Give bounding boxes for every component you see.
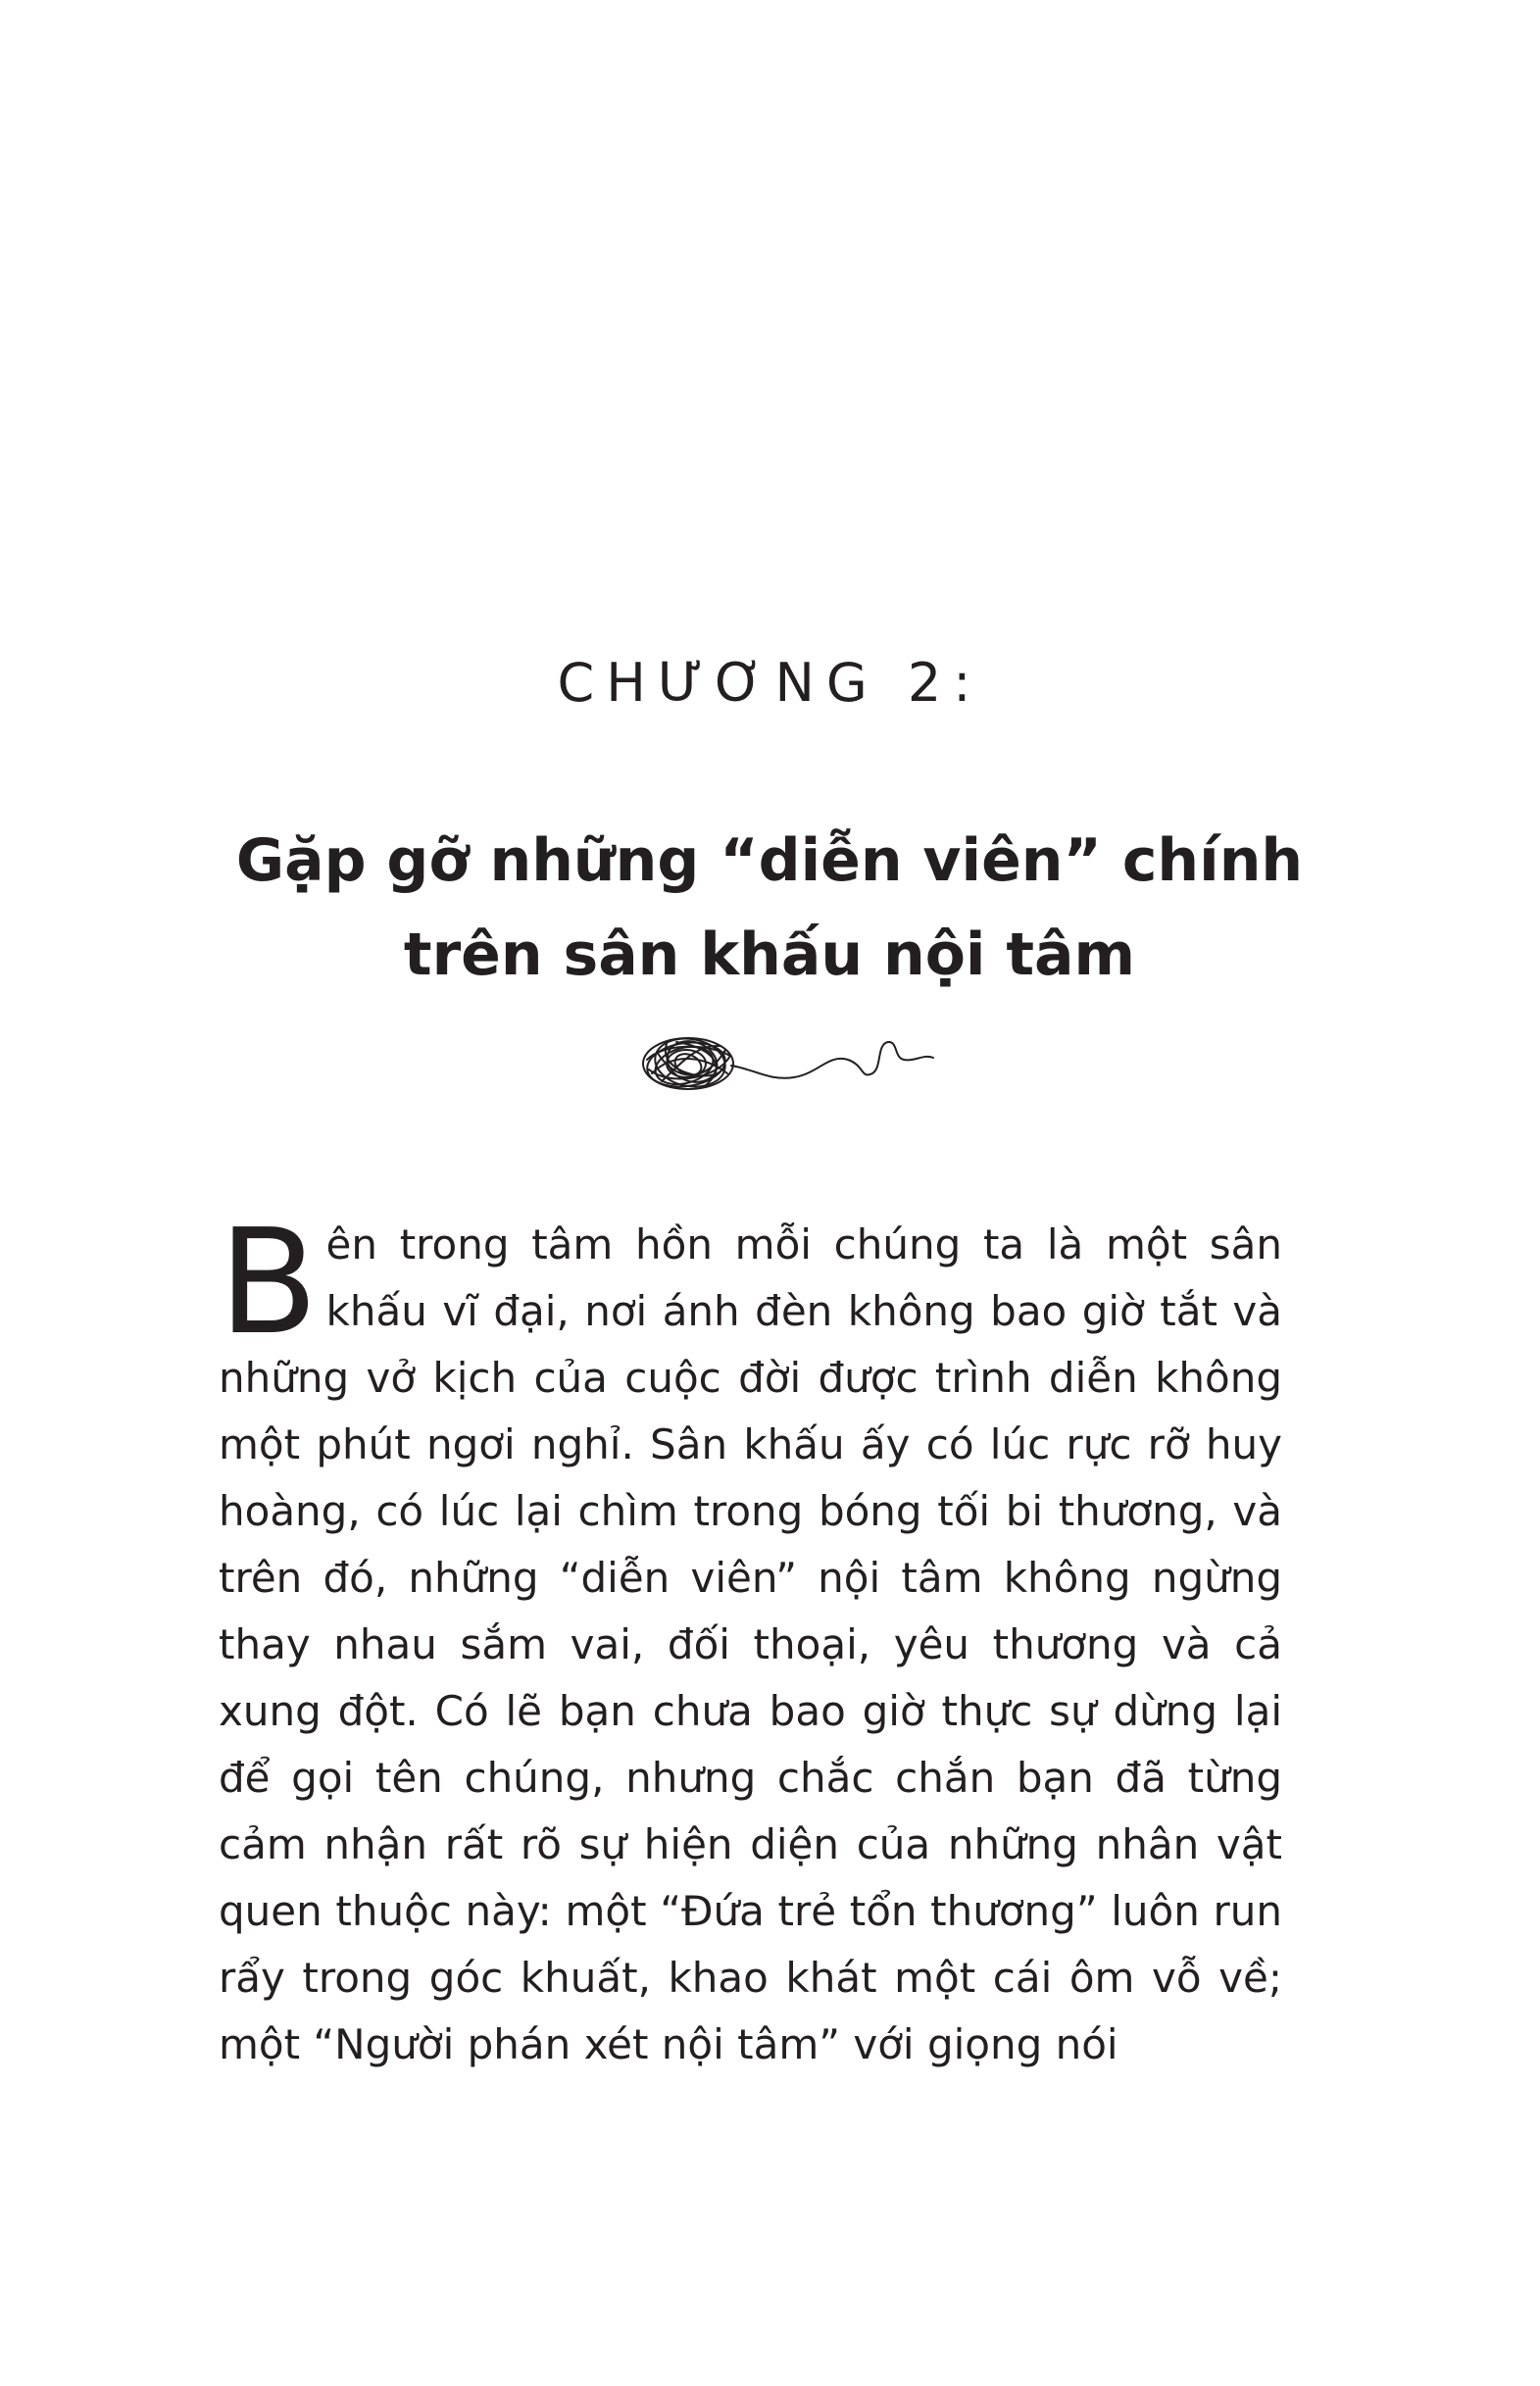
body-paragraph [219, 1198, 1282, 2078]
drop-cap: B [219, 1198, 319, 1367]
body-text: ên trong tâm hồn mỗi chúng ta là một sân khấu vĩ đại, nơi ánh đèn không bao giờ tắt và những vở kịch của cuộc đời được trình diễn không một phút ngơi nghỉ. Sân khấu ấy có lúc rực rỡ huy hoàng, có lúc lại chìm trong bóng tối bi thương, và trên đó, những “diễn viên” nội tâm không ngừng thay nhau sắm vai, đối thoại, yêu thương và cả xung đột. Có lẽ bạn chưa bao giờ thực sự dừng lại để gọi tên chúng, nhưng chắc chắn bạn đã từng cảm nhận rất rõ sự hiện diện của những nhân vật quen thuộc này: một “Đứa trẻ tổn thương” luôn run rẩy trong góc khuất, khao khát một cái ôm vỗ về; một “Người phán xét nội tâm” với giọng nói [219, 1220, 1282, 2068]
scribble-thread-icon [637, 1024, 936, 1103]
chapter-label: CHƯƠNG 2: [557, 652, 983, 714]
chapter-title-line-1: Gặp gỡ những “diễn viên” chính [235, 826, 1304, 895]
chapter-title [181, 814, 1358, 1002]
chapter-title-line-2: trên sân khấu nội tâm [403, 920, 1136, 989]
